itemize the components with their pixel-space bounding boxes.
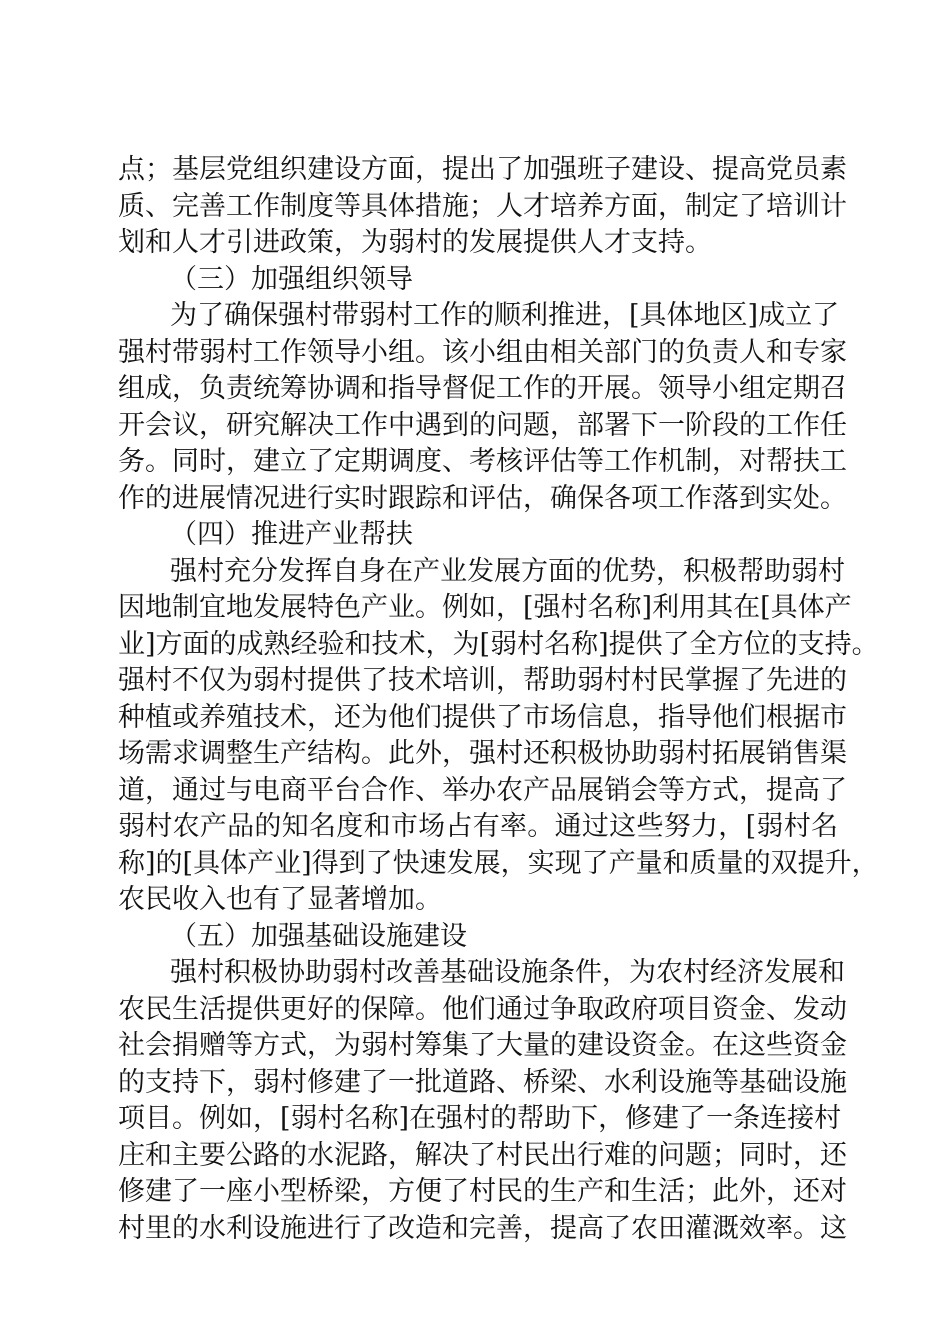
text-line: 称]的[具体产业]得到了快速发展，实现了产量和质量的双提升， — [118, 847, 879, 879]
text-line: 村里的水利设施进行了改造和完善，提高了农田灌溉效率。这 — [118, 1212, 847, 1244]
text-line: 强村不仅为弱村提供了技术培训，帮助弱村村民掌握了先进的 — [118, 665, 847, 696]
section-heading: （四）推进产业帮扶 — [170, 519, 413, 550]
text-line: 农民生活提供更好的保障。他们通过争取政府项目资金、发动 — [118, 993, 847, 1025]
text-line: 弱村农产品的知名度和市场占有率。通过这些努力，[弱村名 — [118, 811, 838, 842]
text-line: 质、完善工作制度等具体措施；人才培养方面，制定了培训计 — [118, 190, 847, 222]
text-line: 因地制宜地发展特色产业。例如，[强村名称]利用其在[具体产 — [118, 592, 852, 623]
text-line: 的支持下，弱村修建了一批道路、桥梁、水利设施等基础设施 — [118, 1066, 847, 1098]
text-line: 道，通过与电商平台合作、举办农产品展销会等方式，提高了 — [118, 774, 847, 806]
text-line: 为了确保强村带弱村工作的顺利推进，[具体地区]成立了 — [170, 300, 840, 331]
text-line: 强村充分发挥自身在产业发展方面的优势，积极帮助弱村 — [170, 555, 845, 587]
text-line: 强村带弱村工作领导小组。该小组由相关部门的负责人和专家 — [118, 336, 847, 368]
paragraph — [118, 152, 847, 262]
text-line: 社会捐赠等方式，为弱村筹集了大量的建设资金。在这些资金 — [118, 1030, 847, 1061]
paragraph — [118, 554, 879, 919]
text-line: 作的进展情况进行实时跟踪和评估，确保各项工作落到实处。 — [118, 482, 847, 514]
text-line: 开会议，研究解决工作中遇到的问题，部署下一阶段的工作任 — [118, 409, 847, 441]
text-line: 场需求调整生产结构。此外，强村还积极协助弱村拓展销售渠 — [118, 738, 847, 769]
text-line: 修建了一座小型桥梁，方便了村民的生产和生活；此外，还对 — [118, 1176, 847, 1207]
text-line: 种植或养殖技术，还为他们提供了市场信息，指导他们根据市 — [118, 701, 847, 733]
text-line: 强村积极协助弱村改善基础设施条件，为农村经济发展和 — [170, 957, 845, 988]
paragraph — [118, 955, 847, 1247]
document-body — [118, 152, 879, 1247]
text-line: 庄和主要公路的水泥路，解决了村民出行难的问题；同时，还 — [118, 1139, 847, 1171]
text-line: 项目。例如，[弱村名称]在强村的帮助下，修建了一条连接村 — [118, 1103, 842, 1134]
section-heading: （五）加强基础设施建设 — [170, 920, 467, 952]
text-line: 务。同时，建立了定期调度、考核评估等工作机制，对帮扶工 — [118, 446, 847, 477]
text-line: 业]方面的成熟经验和技术，为[弱村名称]提供了全方位的支持。 — [118, 628, 879, 660]
text-line: 划和人才引进政策，为弱村的发展提供人才支持。 — [118, 227, 712, 258]
text-line: 农民收入也有了显著增加。 — [118, 884, 442, 915]
section-heading: （三）加强组织领导 — [170, 263, 413, 295]
text-line: 点；基层党组织建设方面，提出了加强班子建设、提高党员素 — [118, 154, 847, 185]
paragraph — [118, 298, 847, 517]
text-line: 组成，负责统筹协调和指导督促工作的开展。领导小组定期召 — [118, 373, 847, 404]
